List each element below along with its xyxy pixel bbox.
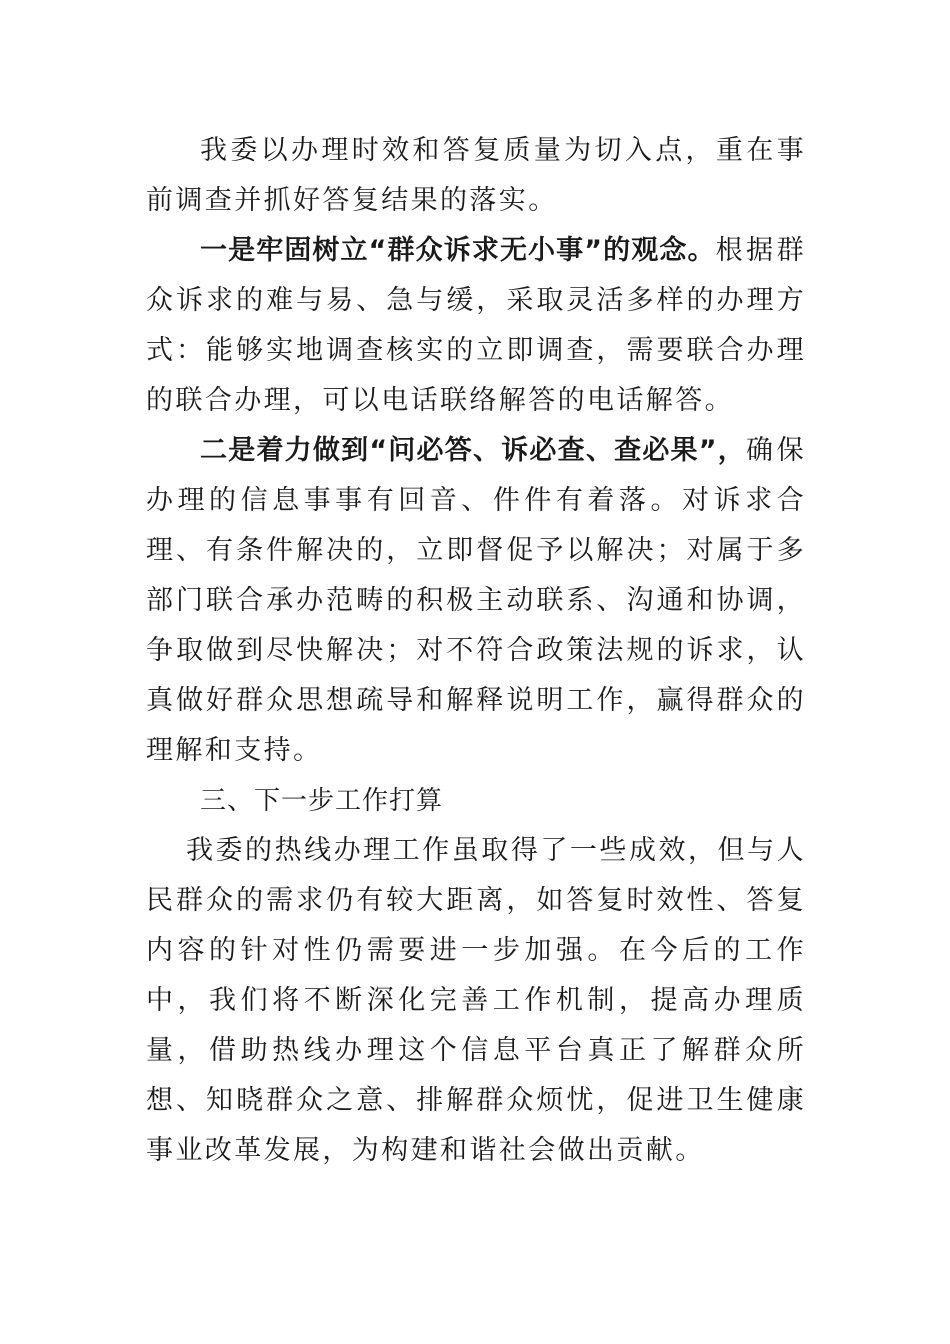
paragraph-intro-text: 我委以办理时效和答复质量为切入点，重在事前调查并抓好答复结果的落实。 — [146, 135, 806, 216]
document-body — [146, 126, 806, 1176]
paragraph-next-steps — [146, 826, 806, 1176]
paragraph-point-one — [146, 226, 806, 426]
point-two-body: 确保办理的信息事事有回音、件件有着落。对诉求合理、有条件解决的，立即督促予以解决；对属于多部门联合承办范畴的积极主动联系、沟通和协调，争取做到尽快解决；对不符合政策法规的诉求，认真做好群众思想疏导和解释说明工作，赢得群众的理解和支持。 — [146, 435, 806, 766]
point-one-lead: 一是牢固树立“群众诉求无小事”的观念。 — [200, 235, 716, 266]
point-one-body: 根据群众诉求的难与易、急与缓，采取灵活多样的办理方式：能够实地调查核实的立即调查，需要联合办理的联合办理，可以电话联络解答的电话解答。 — [146, 235, 806, 416]
paragraph-point-two — [146, 426, 806, 776]
point-two-lead: 二是着力做到“问必答、诉必查、查必果”， — [200, 435, 746, 466]
paragraph-intro — [146, 126, 806, 226]
section-heading: 三、下一步工作打算 — [200, 786, 444, 816]
paragraph-next-steps-text: 我委的热线办理工作虽取得了一些成效，但与人民群众的需求仍有较大距离，如答复时效性、答复内容的针对性仍需要进一步加强。在今后的工作中，我们将不断深化完善工作机制，提高办理质量，借助热线办理这个信息平台真正了解群众所想、知晓群众之意、排解群众烦忧，促进卫生健康事业改革发展，为构建和谐社会做出贡献。 — [146, 835, 806, 1166]
